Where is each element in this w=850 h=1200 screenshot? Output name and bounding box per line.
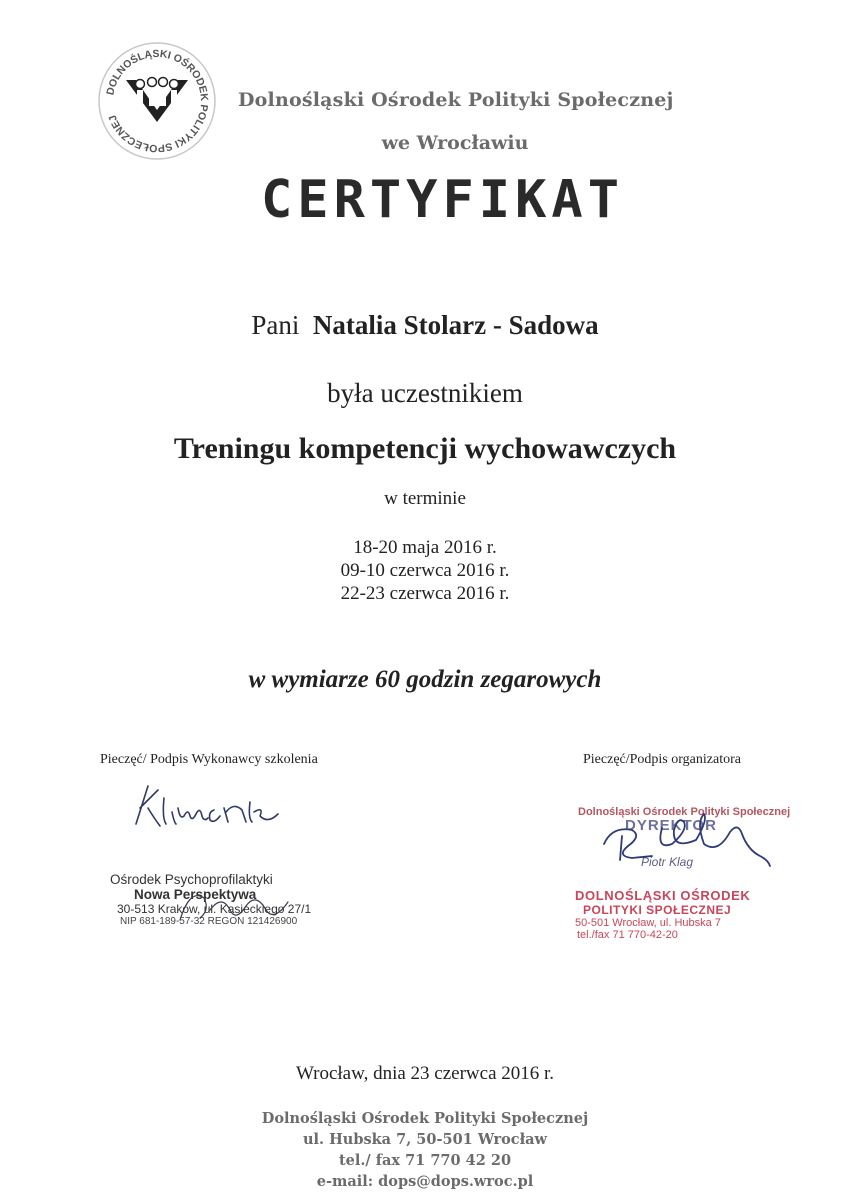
recipient-line [0,310,850,341]
footer-org: Dolnośląski Ośrodek Polityki Społecznej [261,1110,589,1127]
organizer-stamp-org: Dolnośląski Ośrodek Polityki Społecznej [578,806,791,818]
training-hours: w wymiarze 60 godzin zegarowych [248,666,602,693]
organizer-stamp-title: DYREKTOR [625,817,717,834]
organizer-stamp-line: 50-501 Wrocław, ul. Hubska 7 [575,917,721,929]
training-dates [0,536,850,605]
term-label: w terminie [384,488,466,509]
organizer-stamp-line: POLITYKI SPOŁECZNEJ [583,903,732,917]
organizer-address-stamp [575,888,775,941]
header-org-name: Dolnośląski Ośrodek Polityki Społecznej [238,89,674,111]
footer-contact [0,1108,850,1192]
trainer-stamp-line: Ośrodek Psychoprofilaktyki [110,872,273,887]
trainer-stamp-line: 30-513 Kraków, ul. Kasieckiego 27/1 [117,902,312,916]
family-figures-icon [126,78,188,123]
date-line: 18-20 maja 2016 r. [353,537,497,558]
organizer-signature-label: Pieczęć/Podpis organizatora [583,752,741,767]
footer-email: e-mail: dops@dops.wroc.pl [316,1173,534,1190]
date-line: 22-23 czerwca 2016 r. [340,583,510,604]
footer-address: ul. Hubska 7, 50-501 Wrocław [302,1131,548,1148]
trainer-signature-label: Pieczęć/ Podpis Wykonawcy szkolenia [100,752,318,767]
recipient-name: Natalia Stolarz - Sadowa [312,310,599,340]
organizer-stamp-name: Piotr Klag [641,855,694,869]
certificate-title: CERTYFIKAT [260,170,625,230]
trainer-stamp-signature [170,880,300,930]
training-name: Treningu kompetencji wychowawczych [173,432,677,465]
organizer-stamp-line: tel./fax 71 770-42-20 [577,929,678,941]
participation-text: była uczestnikiem [327,378,523,408]
trainer-stamp-line: Nowa Perspektywa [134,887,257,902]
organizer-handwritten-signature [592,800,782,880]
organizer-stamp-line: DOLNOŚLĄSKI OŚRODEK [575,888,751,903]
header-org-city: we Wrocławiu [381,132,529,154]
trainer-handwritten-signature [118,768,308,848]
seal-ring-text: DOLNOŚLĄSKI OŚRODEK POLITYKI SPOŁECZNEJ [104,47,211,155]
trainer-stamp-line: NIP 681-189-57-32 REGON 121426900 [120,916,298,927]
footer-phone: tel./ fax 71 770 42 20 [338,1152,512,1169]
date-line: 09-10 czerwca 2016 r. [340,560,510,581]
recipient-salutation: Pani [251,310,300,340]
place-and-date: Wrocław, dnia 23 czerwca 2016 r. [295,1063,555,1084]
